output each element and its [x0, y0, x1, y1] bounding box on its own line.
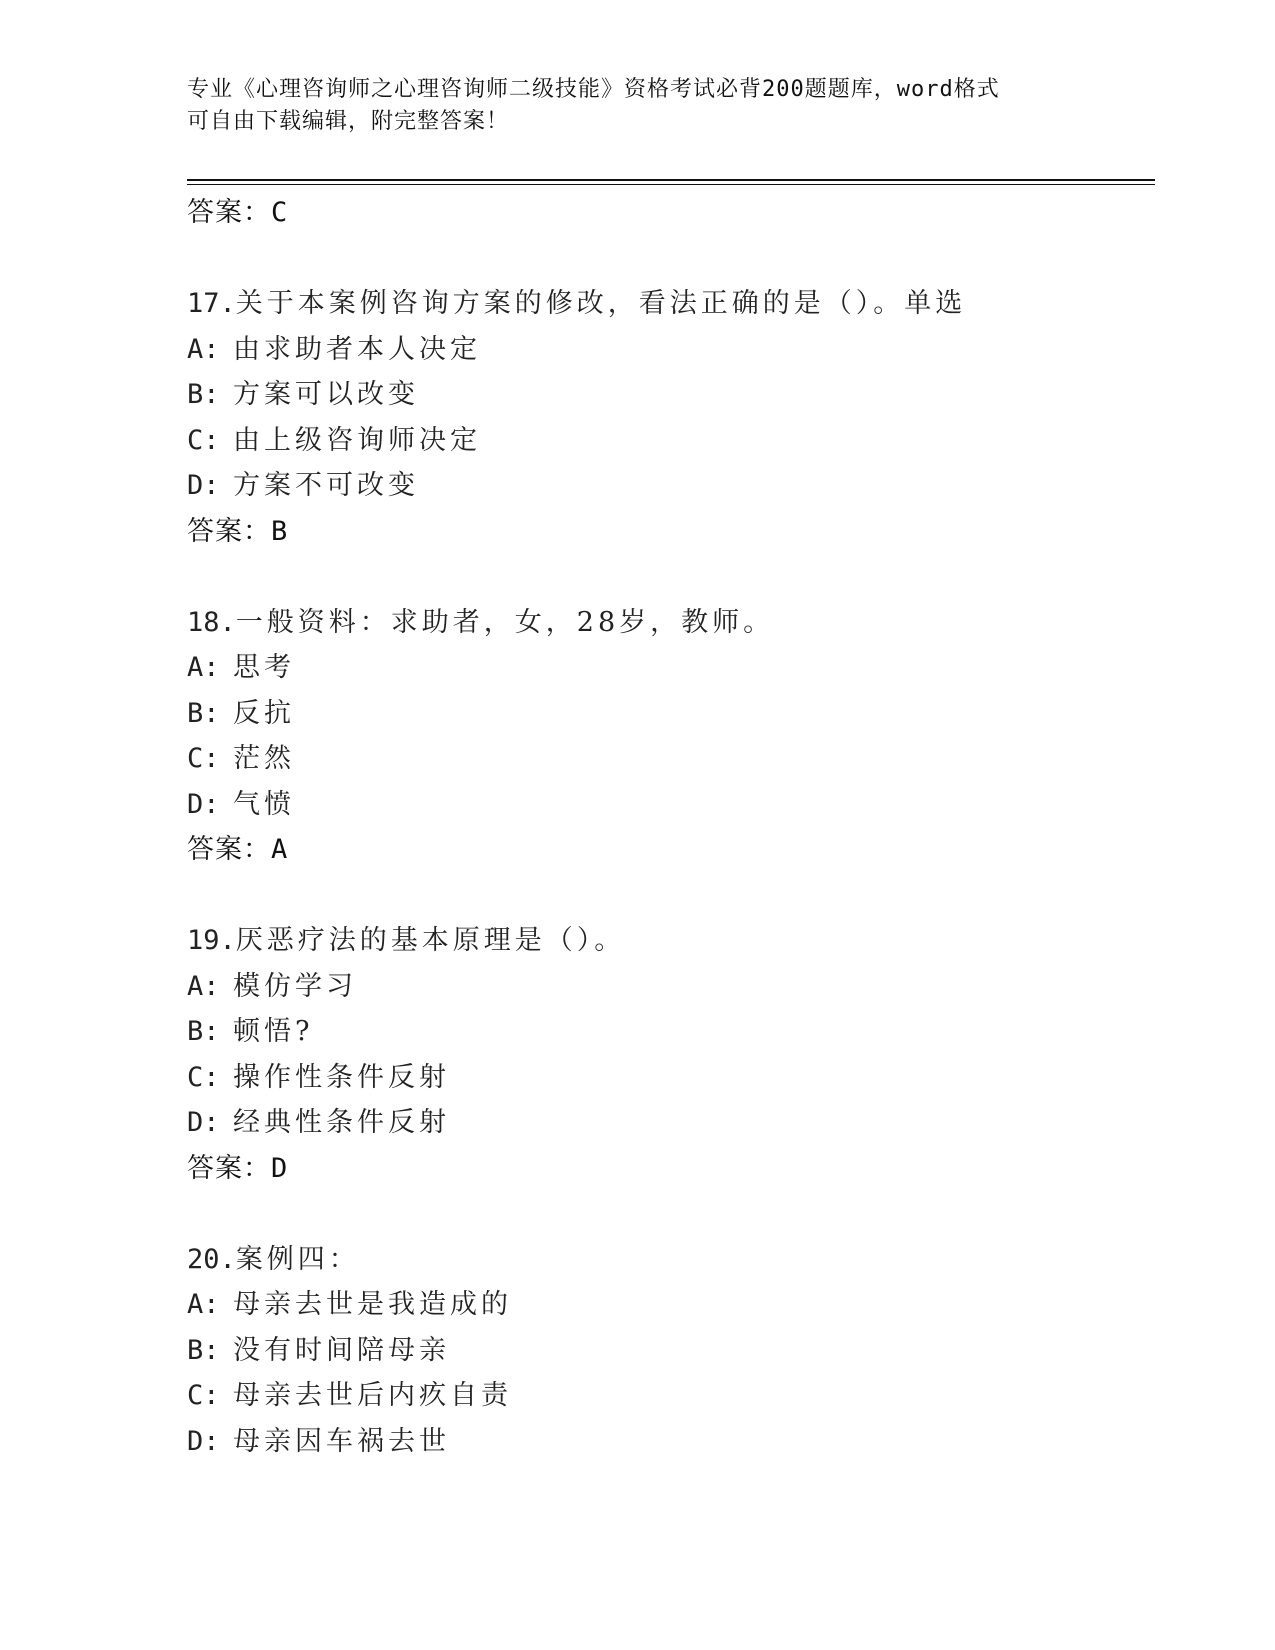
header-line-2: 可自由下载编辑，附完整答案！: [187, 109, 510, 134]
question-number: 17.: [187, 288, 236, 319]
option-text: 母亲去世是我造成的: [233, 1289, 512, 1320]
option-a: [187, 964, 1155, 1010]
option-b: [187, 372, 1155, 418]
option-key: B:: [187, 1016, 220, 1047]
document-body: [187, 190, 1155, 1464]
answer-value: B: [271, 515, 289, 547]
question-17: [187, 281, 1155, 555]
option-key: D:: [187, 470, 220, 501]
answer-line: [187, 1146, 1155, 1192]
option-text: 方案不可改变: [233, 470, 419, 501]
option-key: C:: [187, 1380, 220, 1411]
question-text: 厌恶疗法的基本原理是（）。: [235, 925, 626, 956]
answer-line: [187, 190, 1155, 236]
answer-label: 答案：: [187, 834, 271, 865]
header-divider-thick: [187, 179, 1155, 181]
option-text: 母亲去世后内疚自责: [233, 1380, 512, 1411]
option-a: [187, 327, 1155, 373]
header-divider-thin: [187, 184, 1155, 185]
question-20: [187, 1237, 1155, 1465]
question-title: [187, 600, 1155, 646]
option-key: C:: [187, 743, 220, 774]
option-text: 由上级咨询师决定: [233, 424, 481, 456]
question-title: [187, 281, 1155, 327]
option-text: 操作性条件反射: [233, 1061, 450, 1093]
option-key: A:: [187, 333, 220, 365]
option-key: B:: [187, 379, 220, 410]
option-text: 没有时间陪母亲: [233, 1334, 450, 1366]
option-key: A:: [187, 652, 220, 683]
answer-value: D: [271, 1152, 289, 1184]
option-b: [187, 1328, 1155, 1374]
option-key: A:: [187, 1289, 220, 1320]
question-number: 19.: [187, 925, 236, 956]
option-text: 母亲因车祸去世: [233, 1425, 450, 1457]
question-text: 案例四：: [235, 1243, 360, 1275]
option-text: 顿悟?: [233, 1016, 314, 1047]
question-text: 一般资料：求助者，女，28岁，教师。: [235, 606, 775, 638]
option-text: 茫然: [233, 743, 295, 774]
answer-value: A: [271, 834, 289, 865]
answer-value: C: [271, 197, 289, 228]
option-c: [187, 1055, 1155, 1101]
option-text: 反抗: [233, 697, 295, 729]
option-text: 方案可以改变: [233, 379, 419, 410]
option-text: 模仿学习: [233, 970, 357, 1002]
option-a: [187, 645, 1155, 691]
answer-label: 答案：: [187, 515, 271, 547]
question-number: 18.: [187, 606, 236, 638]
option-c: [187, 736, 1155, 782]
option-d: [187, 1100, 1155, 1146]
option-d: [187, 463, 1155, 509]
answer-line: [187, 827, 1155, 873]
question-title: [187, 1237, 1155, 1283]
option-c: [187, 1373, 1155, 1419]
option-key: C:: [187, 1061, 220, 1093]
answer-label: 答案：: [187, 1152, 271, 1184]
option-b: [187, 691, 1155, 737]
question-title: [187, 918, 1155, 964]
question-19: [187, 918, 1155, 1192]
option-text: 由求助者本人决定: [233, 333, 481, 365]
option-key: D:: [187, 1107, 220, 1138]
option-d: [187, 782, 1155, 828]
question-text: 关于本案例咨询方案的修改，看法正确的是（）。单选: [235, 288, 967, 319]
question-number: 20.: [187, 1243, 236, 1275]
document-header: [187, 74, 1087, 138]
header-line-1: 专业《心理咨询师之心理咨询师二级技能》资格考试必背200题题库，word格式: [187, 77, 1000, 102]
option-c: [187, 418, 1155, 464]
question-18: [187, 600, 1155, 874]
option-a: [187, 1282, 1155, 1328]
option-text: 经典性条件反射: [233, 1107, 450, 1138]
option-key: D:: [187, 1425, 220, 1457]
option-key: A:: [187, 970, 220, 1002]
answer-line: [187, 509, 1155, 555]
option-key: C:: [187, 424, 220, 456]
option-text: 气愤: [233, 788, 295, 820]
option-b: [187, 1009, 1155, 1055]
option-d: [187, 1419, 1155, 1465]
option-key: B:: [187, 1334, 220, 1366]
option-text: 思考: [233, 652, 295, 683]
answer-label: 答案：: [187, 197, 271, 228]
option-key: D:: [187, 788, 220, 820]
option-key: B:: [187, 697, 220, 729]
